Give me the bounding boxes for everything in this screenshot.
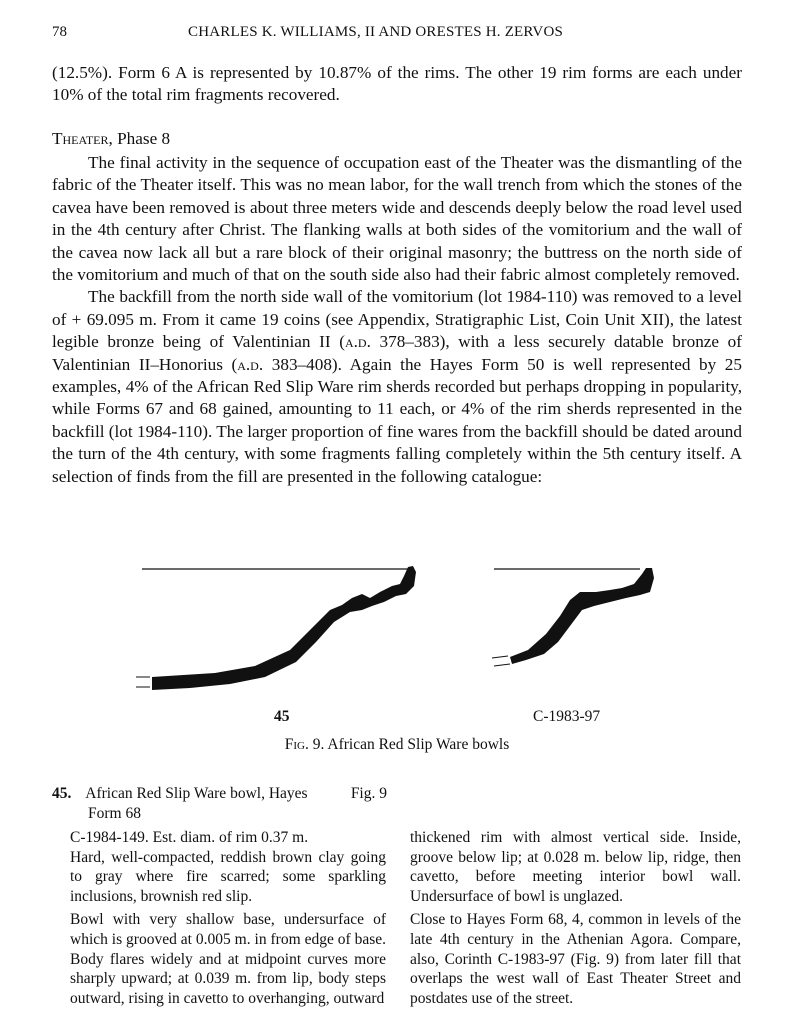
page-number: 78 bbox=[52, 24, 67, 40]
catalogue-right-column bbox=[410, 828, 741, 1012]
catalogue-comparanda: Close to Hayes Form 68, 4, common in levels of the late 4th century in the Athenian Agora. Compare, also, Corinth C-1983-97 (Fig. 9) from later fill that overlaps the west wall of East Theater Street and postdates use of the street. bbox=[410, 911, 741, 1007]
catalogue-title-line-2: Form 68 bbox=[88, 804, 141, 822]
intro-paragraph-block bbox=[52, 62, 742, 107]
catalogue-entry-heading bbox=[52, 784, 387, 823]
ad-abbrev: a.d. bbox=[237, 354, 264, 374]
paragraph-2: The backfill from the north side wall of the vomitorium (lot 1984-110) was removed to a level of + 69.095 m. From it came 19 coins (see Appendix, Stratigraphic List, Coin Unit XII), the latest legible bronze being of Valentinian II (a.d. 378–383), with a less securely datable bronze of Valentinian II–Honorius (a.d. 383–408). Again the Hayes Form 50 is well represented by 25 examples, 4% of the African Red Slip Ware rim sherds recorded but perhaps dropping in popularity, while Forms 67 and 68 gained, amounting to 11 each, or 4% of the rim sherds represented in the backfill (lot 1984-110). The larger proportion of fine wares from the backfill should be dated around the turn of the 4th century, with some fragments falling completely within the 5th century itself. A selection of finds from the fill are presented in the following catalogue: bbox=[52, 287, 743, 486]
catalogue-number: 45. bbox=[52, 785, 72, 802]
catalogue-title-line-1: African Red Slip Ware bowl, Hayes bbox=[85, 785, 308, 802]
figure-9 bbox=[0, 550, 792, 750]
caption-text: 9. African Red Slip Ware bowls bbox=[308, 736, 510, 753]
bowl-section-c bbox=[510, 568, 654, 664]
profile-45 bbox=[136, 566, 416, 690]
paragraph-1: The final activity in the sequence of occupation east of the Theater was the dismantling of the fabric of the Theater itself. This was no mean labor, for the wall trench from which the stones of the cavea have been removed is about three meters wide and descends deeply below the road level used in the 4th century after Christ. The flanking walls at both sides of the vomitorium and the wall of the cavea now lack all but a rare block of their original masonry; the buttress on the north side of the vomitorium and much of that on the south side also had their fabric almost completely removed. bbox=[52, 153, 742, 285]
catalogue-fabric: Hard, well-compacted, reddish brown clay going to gray where fire scarred; some sparkling inclusions, brownish red slip. bbox=[70, 848, 386, 905]
caption-fig-prefix: Fig. bbox=[284, 736, 309, 753]
running-title: CHARLES K. WILLIAMS, II AND ORESTES H. ZERVOS bbox=[188, 24, 564, 40]
intro-paragraph: (12.5%). Form 6 A is represented by 10.87% of the rims. The other 19 rim forms are each under 10% of the total rim fragments recovered. bbox=[52, 63, 742, 105]
section-heading-smallcaps: Theater bbox=[52, 129, 109, 148]
figure-label-c-1983-97: C-1983-97 bbox=[533, 708, 601, 725]
catalogue-description: Bowl with very shallow base, undersurface of which is grooved at 0.005 m. in from edge of base. Body flares widely and at midpoint curves more sharply upward; at 0.039 m. from lip, body steps outward, rising in cavetto to overhanging, outward bbox=[70, 911, 386, 1007]
figure-caption bbox=[52, 736, 742, 754]
catalogue-description-continued: thickened rim with almost vertical side. Inside, groove below lip; at 0.028 m. below lip, ridge, then cavetto, before meeting interior bowl wall. Undersurface of bowl is unglazed. bbox=[410, 829, 741, 905]
break-marks-c bbox=[492, 656, 510, 666]
figure-label-45: 45 bbox=[274, 708, 290, 725]
section-heading-rest: , Phase 8 bbox=[108, 129, 171, 148]
catalogue-inventory: C-1984-149. Est. diam. of rim 0.37 m. bbox=[70, 829, 309, 846]
bowl-profiles-drawing bbox=[0, 550, 792, 750]
bowl-section-45 bbox=[152, 566, 416, 690]
catalogue-left-column bbox=[70, 828, 386, 1012]
break-marks-45 bbox=[136, 677, 150, 687]
section-heading bbox=[52, 128, 742, 150]
section-body bbox=[52, 152, 742, 488]
profile-c-1983-97 bbox=[492, 568, 654, 666]
ad-abbrev: a.d. bbox=[344, 332, 371, 352]
catalogue-fig-ref: Fig. 9 bbox=[350, 785, 387, 802]
